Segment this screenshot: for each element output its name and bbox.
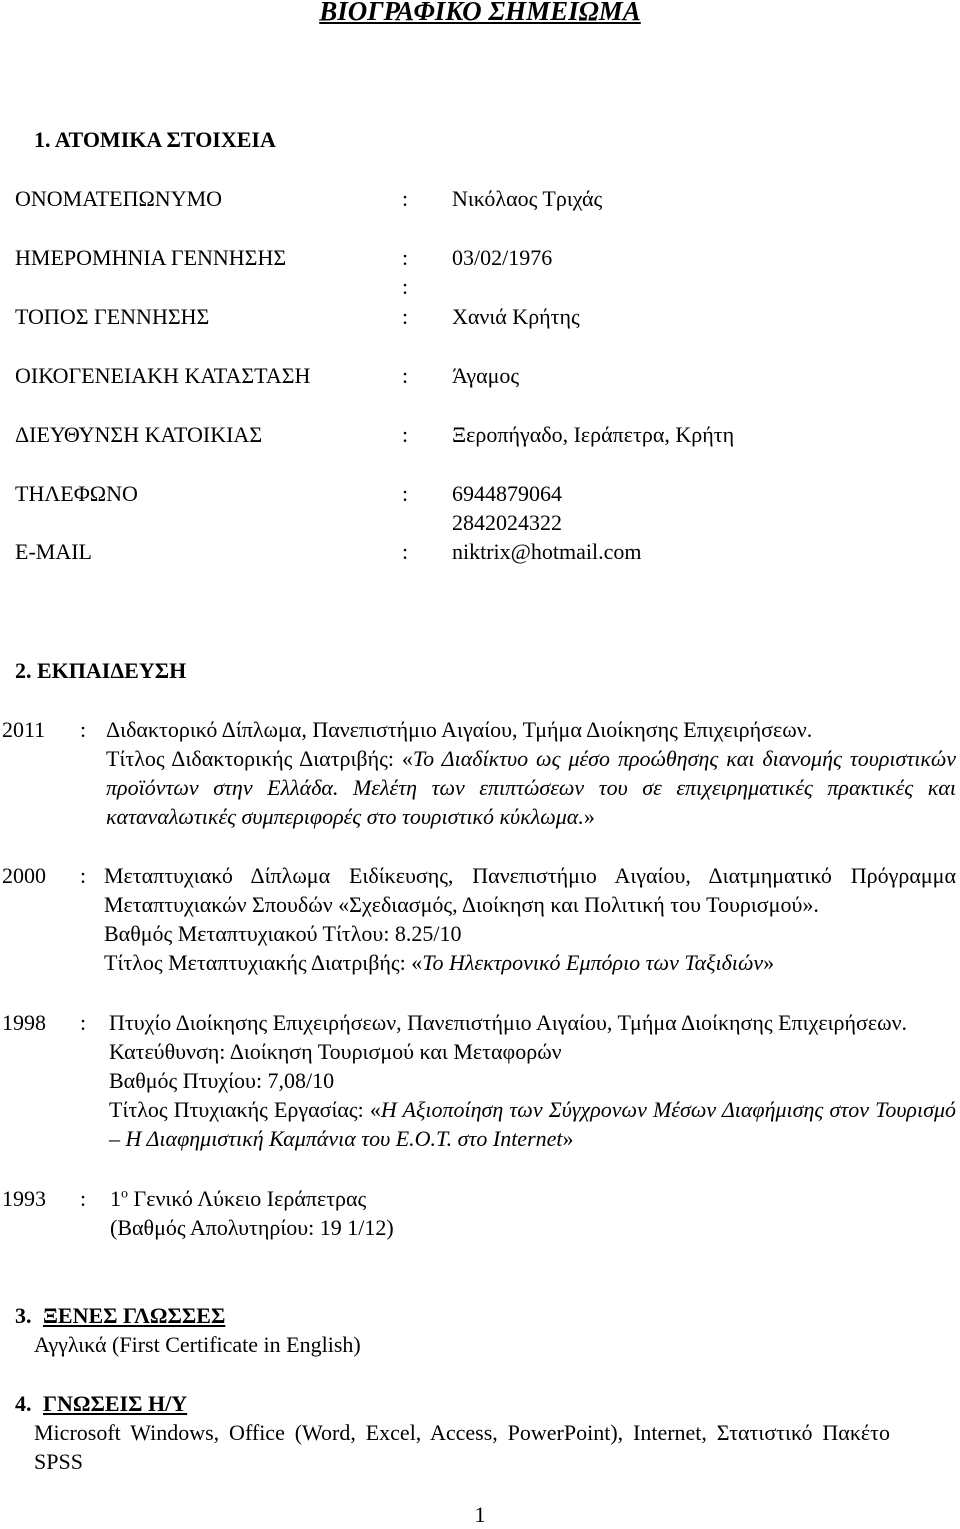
degree-text: Διδακτορικό Δίπλωμα, Πανεπιστήμιο Αιγαίου, Τμήμα Διοίκησης Επιχειρήσεων. [106,717,813,742]
colon: : [80,863,87,888]
colon: : [80,717,87,742]
section-title: ΞΕΝΕΣ ΓΛΩΣΣΕΣ [43,1303,226,1328]
colon: : [402,274,409,299]
section-title: ΓΝΩΣΕΙΣ Η/Υ [43,1391,188,1416]
label-email: E-MAIL [15,539,92,564]
education-year: 1993 [2,1186,46,1211]
degree-text: Μεταπτυχιακό Δίπλωμα Ειδίκευσης, Πανεπιστήμιο Αιγαίου, Διατμηματικό Πρόγραμμα Μεταπτυχιακών Σπουδών «Σχεδιασμός, Διοίκηση και Πολιτική του Τουρισμού». [104,863,956,917]
education-entry-1998 [109,1008,956,1153]
label-marital-status: ΟΙΚΟΓΕΝΕΙΑΚΗ ΚΑΤΑΣΤΑΣΗ [15,363,311,388]
section-number: 4. [15,1391,32,1416]
languages-text: Αγγλικά (First Certificate in English) [34,1332,361,1357]
value-birthdate: 03/02/1976 [452,245,553,270]
school-number: 1 [110,1186,121,1211]
thesis-prefix: Τίτλος Μεταπτυχιακής Διατριβής: « [104,950,423,975]
thesis-prefix: Τίτλος Διδακτορικής Διατριβής: « [106,746,413,771]
colon: : [402,363,409,388]
colon: : [402,245,409,270]
value-birthplace: Χανιά Κρήτης [452,304,580,329]
colon: : [402,481,409,506]
education-year: 2011 [2,717,46,742]
computers-heading [15,1389,187,1418]
label-phone: ΤΗΛΕΦΩΝΟ [15,481,138,506]
education-year: 1998 [2,1010,46,1035]
grade-text: Βαθμός Πτυχίου: 7,08/10 [109,1068,335,1093]
computers-text: Microsoft Windows, Office (Word, Excel, Access, PowerPoint), Internet, Στατιστικό Πακέτο SPSS [34,1420,890,1474]
colon: : [402,422,409,447]
value-address: Ξεροπήγαδο, Ιεράπετρα, Κρήτη [452,422,735,447]
personal-heading: 1. ΑΤΟΜΙΚΑ ΣΤΟΙΧΕΙΑ [34,127,276,152]
section-number: 3. [15,1303,32,1328]
label-birthdate: ΗΜΕΡΟΜΗΝΙΑ ΓΕΝΝΗΣΗΣ [15,245,287,270]
value-fullname: Νικόλαος Τριχάς [452,186,603,211]
colon: : [402,304,409,329]
school-name: Γενικό Λύκειο Ιεράπετρας [128,1186,367,1211]
value-phone-mobile: 6944879064 [452,481,562,506]
thesis-suffix: » [562,1126,574,1151]
colon: : [80,1186,87,1211]
colon: : [402,539,409,564]
education-year: 2000 [2,863,46,888]
grade-text: Βαθμός Μεταπτυχιακού Τίτλου: 8.25/10 [104,921,462,946]
document-title: ΒΙΟΓΡΑΦΙΚΟ ΣΗΜΕΙΩΜΑ [319,0,641,26]
thesis-title: Η Αξιοποίηση των Σύγχρονων Μέσων Διαφήμισης στον Τουρισμό – Η Διαφημιστική Καμπάνια του Ε.Ο.Τ. στο Internet [109,1097,956,1151]
degree-text: Πτυχίο Διοίκησης Επιχειρήσεων, Πανεπιστήμιο Αιγαίου, Τμήμα Διοίκησης Επιχειρήσεων. [109,1010,908,1035]
thesis-title: Το Ηλεκτρονικό Εμπόριο των Ταξιδιών [422,950,764,975]
label-birthplace: ΤΟΠΟΣ ΓΕΝΝΗΣΗΣ [15,304,210,329]
direction-text: Κατεύθυνση: Διοίκηση Τουρισμού και Μεταφορών [109,1039,562,1064]
label-fullname: ΟΝΟΜΑΤΕΠΩΝΥΜΟ [15,186,223,211]
education-entry-2011 [106,715,956,831]
thesis-suffix: » [583,804,595,829]
value-marital-status: Άγαμος [452,363,520,388]
label-address: ΔΙΕΥΘΥΝΣΗ ΚΑΤΟΙΚΙΑΣ [15,422,263,447]
languages-heading [15,1301,225,1330]
education-entry-1993 [110,1184,394,1242]
value-phone-landline: 2842024322 [452,510,562,535]
education-heading: 2. ΕΚΠΑΙΔΕΥΣΗ [15,658,187,683]
ordinal-suffix: ο [121,1186,128,1202]
diploma-grade: (Βαθμός Απολυτηρίου: 19 1/12) [110,1215,394,1240]
thesis-prefix: Τίτλος Πτυχιακής Εργασίας: « [109,1097,381,1122]
thesis-title: Το Διαδίκτυο ως μέσο προώθησης και διανομής τουριστικών προϊόντων στην Ελλάδα. Μελέτη των επιπτώσεων του σε επιχειρηματικές πρακτικές και καταναλωτικές συμπεριφορές στο τουριστικό κύκλωμα. [106,746,957,829]
education-entry-2000 [104,861,956,977]
colon: : [80,1010,87,1035]
thesis-suffix: » [763,950,775,975]
colon: : [402,186,409,211]
value-email: niktrix@hotmail.com [452,539,642,564]
page-number: 1 [474,1502,486,1527]
